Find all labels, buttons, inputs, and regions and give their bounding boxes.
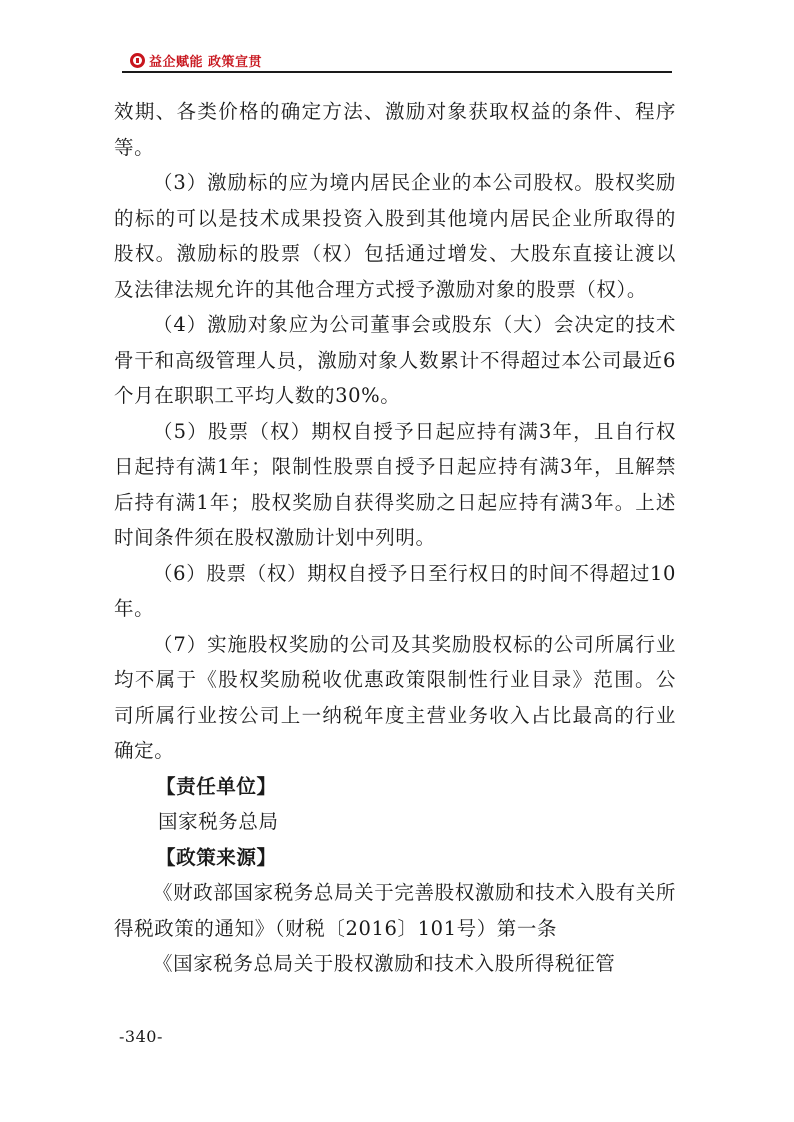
paragraph-continuation: 效期、各类价格的确定方法、激励对象获取权益的条件、程序等。 — [114, 100, 676, 159]
header-logo — [130, 50, 262, 70]
paragraph-item-6: （6）股票（权）期权自授予日至行权日的时间不得超过10年。 — [114, 561, 676, 620]
responsible-unit-name: 国家税务总局 — [158, 810, 279, 833]
page-number: -340- — [119, 1027, 163, 1046]
policy-source-heading: 【政策来源】 — [156, 845, 277, 869]
paragraph-item-7: （7）实施股权奖励的公司及其奖励股权标的公司所属行业均不属于《股权奖励税收优惠政策限制性行业目录》范围。公司所属行业按公司上一纳税年度主营业务收入占比最高的行业确定。 — [114, 632, 676, 762]
page-header — [122, 50, 672, 74]
policy-source-item: 《财政部国家税务总局关于完善股权激励和技术入股有关所得税政策的通知》（财税〔2016〕101号）第一条 — [114, 881, 676, 940]
paragraph-item-5: （5）股票（权）期权自授予日起应持有满3年，且自行权日起持有满1年；限制性股票自授予日起应持有满3年，且解禁后持有满1年；股权奖励自获得奖励之日起应持有满3年。上述时间条件须在股权激励计划中列明。 — [114, 419, 676, 549]
header-rule — [122, 71, 672, 73]
logo-text: 益企赋能 政策宣贯 — [149, 54, 263, 70]
responsible-unit-heading: 【责任单位】 — [156, 774, 277, 798]
paragraph-item-4: （4）激励对象应为公司董事会或股东（大）会决定的技术骨干和高级管理人员，激励对象人数累计不得超过本公司最近6个月在职职工平均人数的30%。 — [114, 313, 676, 407]
paragraph-item-3: （3）激励标的应为境内居民企业的本公司股权。股权奖励的标的可以是技术成果投资入股到其他境内居民企业所取得的股权。激励标的股票（权）包括通过增发、大股东直接让渡以及法律法规允许的其他合理方式授予激励对象的股票（权）。 — [114, 171, 676, 301]
policy-source-item: 《国家税务总局关于股权激励和技术入股所得税征管 — [153, 952, 616, 975]
document-body — [114, 94, 676, 982]
logo-emblem-icon — [130, 53, 145, 68]
